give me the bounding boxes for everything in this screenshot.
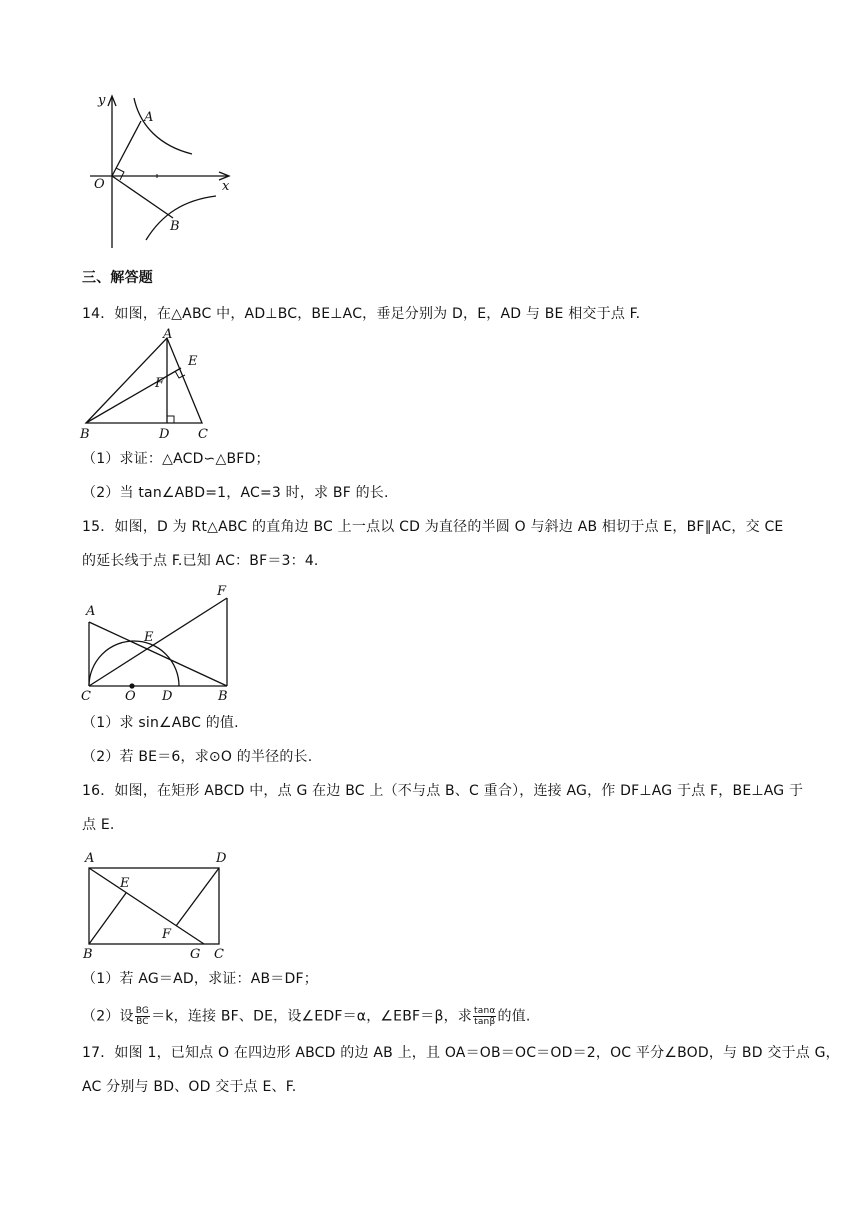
q15-label-d: D (162, 689, 173, 704)
q14-part2: （2）当 tan∠ABD=1，AC=3 时，求 BF 的长. (82, 485, 389, 501)
figure-q15 (78, 582, 238, 702)
q16-stem-line2: 点 E. (82, 817, 115, 833)
q15-stem-line1: 15．如图，D 为 Rt△ABC 的直角边 BC 上一点以 CD 为直径的半圆 O 与斜边 AB 相切于点 E，BF∥AC，交 CE (82, 519, 784, 535)
q14-label-b: B (80, 427, 90, 442)
origin-label: O (94, 177, 105, 192)
fraction-denominator: tanβ (474, 1017, 496, 1027)
q14-label-d: D (159, 427, 170, 442)
q15-label-b: B (218, 689, 228, 704)
q15-part2: （2）若 BE＝6，求⊙O 的半径的长. (82, 749, 313, 765)
figure-q16 (78, 848, 238, 960)
q16-part2-prefix: （2）设 (82, 1008, 134, 1025)
q14-label-a: A (163, 327, 173, 342)
y-axis-label: y (98, 93, 106, 108)
fraction-numerator: tanα (474, 1006, 496, 1016)
figure-q13 (88, 88, 248, 253)
q15-label-o: O (125, 689, 136, 704)
point-a-label: A (144, 110, 154, 125)
q16-part2-suffix: 的值. (497, 1008, 531, 1025)
fraction-numerator: BG (135, 1006, 150, 1016)
q16-label-f: F (162, 927, 172, 942)
q15-part1: （1）求 sin∠ABC 的值. (82, 715, 239, 731)
q14-part1: （1）求证：△ACD∽△BFD； (82, 451, 270, 467)
q16-label-d: D (216, 851, 227, 866)
q15-label-c: C (81, 689, 91, 704)
q17-stem-line2: AC 分别与 BD、OD 交于点 E、F. (82, 1079, 297, 1095)
q15-label-e: E (144, 630, 154, 645)
q15-label-f: F (217, 584, 227, 599)
q15-label-a: A (86, 604, 96, 619)
q16-label-c: C (214, 947, 224, 962)
q16-part1: （1）若 AG＝AD，求证：AB＝DF； (82, 971, 318, 987)
q16-stem-line1: 16．如图，在矩形 ABCD 中，点 G 在边 BC 上（不与点 B、C 重合），连接 AG，作 DF⊥AG 于点 F，BE⊥AG 于 (82, 783, 804, 799)
q16-label-e: E (120, 876, 130, 891)
q14-label-f: F (155, 376, 165, 391)
fraction-tan-ratio (473, 1006, 496, 1027)
q16-label-b: B (83, 947, 93, 962)
figure-q14 (78, 327, 218, 444)
q17-stem-line1: 17．如图 1，已知点 O 在四边形 ABCD 的边 AB 上，且 OA＝OB＝OC＝OD＝2，OC 平分∠BOD，与 BD 交于点 G， (82, 1045, 840, 1061)
q14-label-c: C (198, 427, 208, 442)
q14-stem: 14．如图，在△ABC 中，AD⊥BC，BE⊥AC，垂足分别为 D，E，AD 与 BE 相交于点 F. (82, 306, 641, 322)
q14-label-e: E (188, 354, 198, 369)
q16-label-g: G (190, 947, 201, 962)
x-axis-label: x (222, 179, 230, 194)
fraction-bg-over-bc (135, 1006, 150, 1027)
section-heading: 三、解答题 (82, 270, 153, 286)
q16-label-a: A (85, 851, 95, 866)
q16-part2 (82, 1006, 800, 1027)
fraction-denominator: BC (136, 1017, 149, 1027)
point-b-label: B (170, 219, 180, 234)
q15-stem-line2: 的延长线于点 F.已知 AC：BF＝3：4. (82, 553, 319, 569)
q16-part2-middle: ＝k，连接 BF、DE，设∠EDF＝α，∠EBF＝β，求 (151, 1008, 472, 1025)
